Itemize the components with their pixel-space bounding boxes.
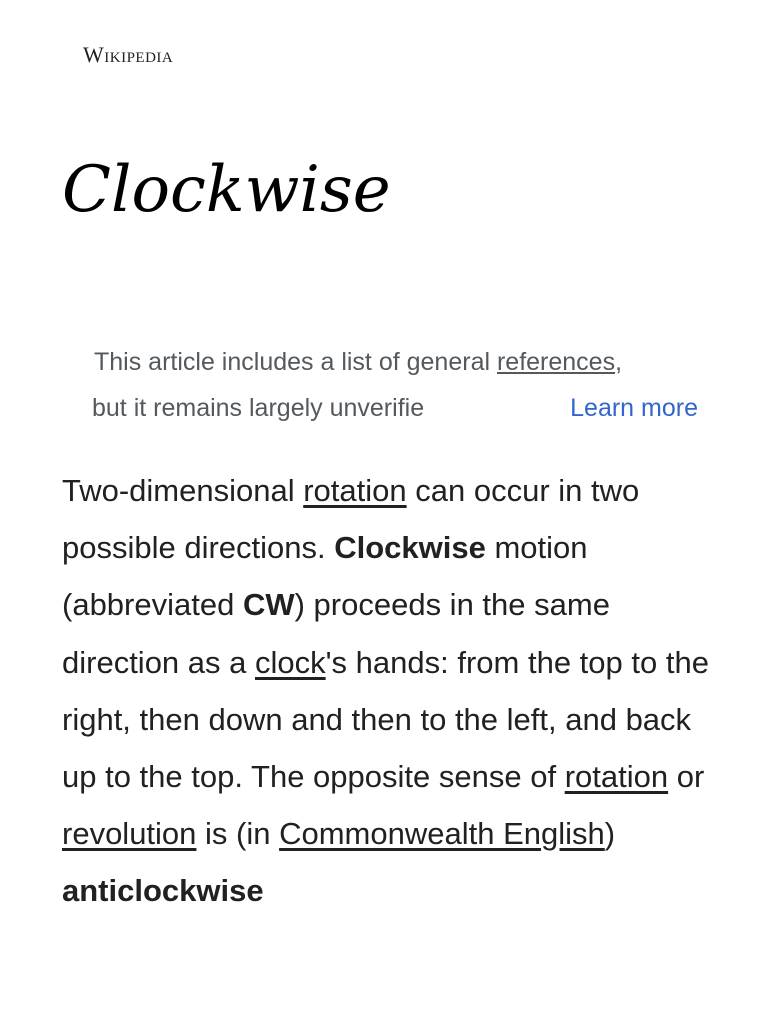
text: 's hands: from the top to the right, then down and then to the left, and back up to the top. The opposite sense of bbox=[62, 644, 709, 795]
text: can occur in two possible directions. bbox=[62, 473, 640, 566]
bold-term-anticlockwise: anticlockwise bbox=[62, 873, 264, 909]
text: ) bbox=[604, 816, 616, 852]
bold-term-clockwise: Clockwise bbox=[334, 530, 486, 566]
bold-term-cw: CW bbox=[242, 587, 295, 623]
text: is (in bbox=[196, 816, 280, 852]
wikipedia-wordmark[interactable]: Wikipedia bbox=[83, 42, 174, 67]
rotation-link-2[interactable]: rotation bbox=[564, 759, 669, 795]
notice-text: This article includes a list of general bbox=[94, 348, 497, 376]
lead-paragraph bbox=[62, 462, 712, 920]
clock-link[interactable]: clock bbox=[255, 644, 326, 680]
references-link[interactable]: references bbox=[496, 348, 616, 376]
page-title: Clockwise bbox=[62, 153, 391, 227]
commonwealth-english-link[interactable]: Commonwealth English bbox=[279, 816, 605, 852]
revolution-link[interactable]: revolution bbox=[62, 816, 197, 852]
notice-comma: , bbox=[615, 348, 623, 376]
rotation-link[interactable]: rotation bbox=[303, 473, 407, 508]
text: or bbox=[668, 759, 705, 795]
text: ) proceeds in the same direction as a bbox=[62, 587, 610, 680]
text: motion (abbreviated bbox=[62, 530, 588, 623]
text: Two-dimensional bbox=[62, 473, 304, 508]
notice-line-2: but it remains largely unverifie bbox=[92, 394, 425, 422]
refimprove-notice bbox=[92, 344, 702, 440]
notice-line-1 bbox=[94, 348, 622, 377]
learn-more-link[interactable]: Learn more bbox=[570, 394, 698, 422]
